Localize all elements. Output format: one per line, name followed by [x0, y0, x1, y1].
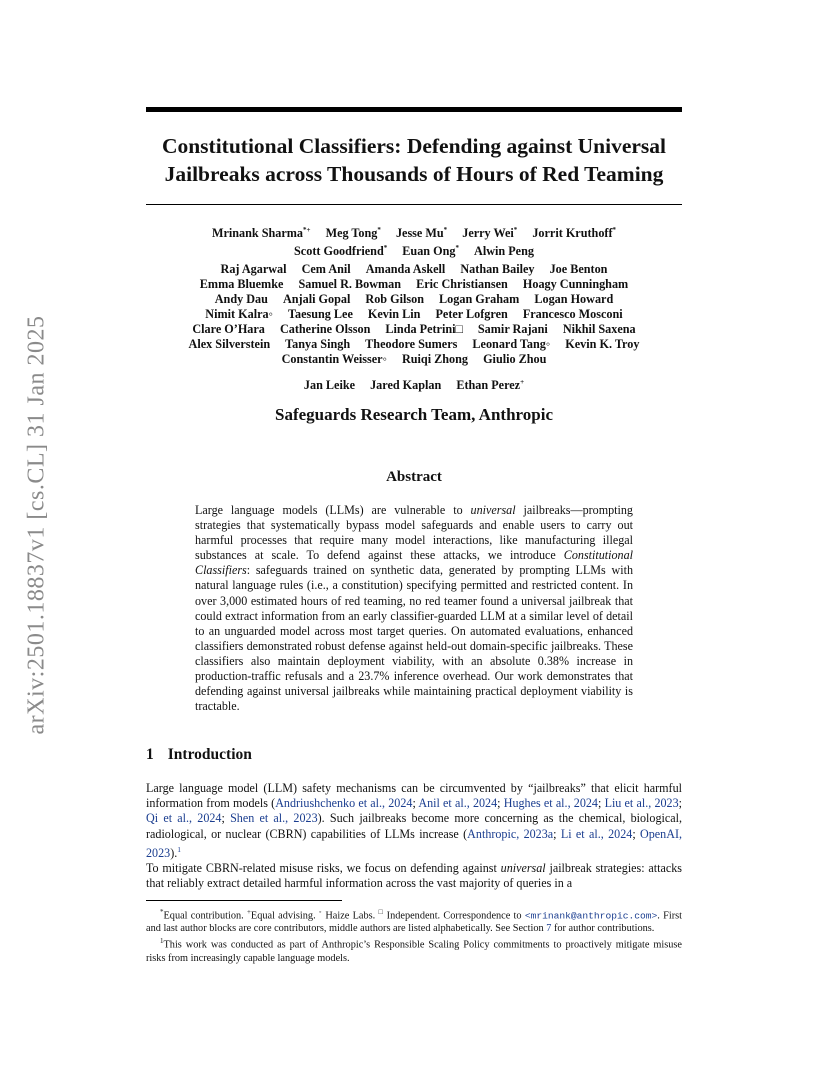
author: Joe Benton — [549, 262, 608, 276]
arxiv-stamp — [22, 290, 52, 760]
author: Constantin Weisser◦ — [281, 352, 387, 366]
section-number: 1 — [146, 746, 154, 763]
team-affiliation: Safeguards Research Team, Anthropic — [274, 405, 553, 424]
citation-link[interactable]: Anthropic, 2023a — [467, 826, 554, 841]
author: Jan Leike — [303, 378, 356, 393]
author: Theodore Sumers — [365, 337, 458, 351]
author: Emma Bluemke — [199, 277, 284, 291]
core-authors-line-2 — [146, 241, 682, 259]
author: Catherine Olsson — [279, 322, 371, 336]
title-top-rule — [146, 107, 682, 112]
author: Logan Graham — [439, 292, 520, 306]
author: Rob Gilson — [365, 292, 424, 306]
middle-authors-line — [146, 307, 682, 322]
author: Meg Tong* — [325, 226, 381, 241]
author: Eric Christiansen — [416, 277, 508, 291]
author: Nikhil Saxena — [562, 322, 636, 336]
middle-authors-line — [146, 322, 682, 337]
author: Jerry Wei* — [462, 226, 518, 241]
intro-paragraph-2: To mitigate CBRN-related misuse risks, we focus on defending against universal jailbreak strategies: attacks that reliably extract detailed harmful information across the vast majority of queries in a — [146, 861, 682, 891]
author: Francesco Mosconi — [522, 307, 623, 321]
author: Kevin K. Troy — [565, 337, 640, 351]
paper-title — [146, 132, 682, 188]
author: Raj Agarwal — [220, 262, 287, 276]
footnote-rule — [146, 900, 342, 901]
author: Kevin Lin — [367, 307, 421, 321]
section-title: Introduction — [167, 746, 252, 763]
citation-link[interactable]: OpenAI, 2023 — [146, 826, 682, 860]
citation-link[interactable]: Liu et al., 2023 — [604, 796, 679, 811]
author: Nimit Kalra◦ — [205, 307, 273, 321]
footnote-1: $^1$This work was conducted as part of Anthropic’s Responsible Scaling Policy commitments to proactively mitigate misuse risks from increasingly capable language models. — [146, 937, 682, 964]
author: Leonard Tang◦ — [472, 337, 551, 351]
last-authors — [146, 375, 682, 393]
section-reference-link[interactable]: 7 — [546, 923, 552, 935]
author: Jared Kaplan — [370, 378, 442, 393]
citation-link[interactable]: Shen et al., 2023 — [230, 811, 318, 826]
author: Nathan Bailey — [460, 262, 535, 276]
middle-authors-line — [146, 277, 682, 292]
author: Andy Dau — [214, 292, 268, 306]
author: Hoagy Cunningham — [522, 277, 629, 291]
author: Ethan Perez+ — [456, 378, 525, 393]
abstract-text: Large language models (LLMs) are vulnerable to universal jailbreaks—prompting strategies that systematically bypass model safeguards and enable users to carry out harmful processes that require many model interactions, like manufacturing illegal substances at scale. To defend against these attacks, we introduce Constitutional Classifiers: safeguards trained on synthetic data, generated by prompting LLMs with natural language rules (i.e., a constitution) specifying permitted and restricted content. In over 3,000 estimated hours of red teaming, no red teamer found a universal jailbreak that could extract information from an early classifier-guarded LLM at a similar level of detail to an unguarded model across most target queries. On automated evaluations, enhanced classifiers demonstrated robust defense against held-out domain-specific jailbreaks. These classifiers also maintain deployment viability, with an absolute 0.38% increase in production-traffic refusals and a 23.7% inference overhead. Our work demonstrates that defending against universal jailbreaks while maintaining practical deployment viability is tractable. — [195, 503, 633, 714]
citation-link[interactable]: Anil et al., 2024 — [418, 796, 498, 811]
last-authors-line — [146, 375, 682, 393]
citation-link[interactable]: Li et al., 2024 — [560, 826, 633, 841]
author: Peter Lofgren — [435, 307, 508, 321]
author: Euan Ong* — [402, 244, 459, 259]
footnotes — [146, 906, 682, 965]
middle-authors-line — [146, 352, 682, 367]
author: Samir Rajani — [477, 322, 548, 336]
author: Mrinank Sharma*+ — [211, 226, 311, 241]
author: Amanda Askell — [365, 262, 446, 276]
author: Samuel R. Bowman — [298, 277, 402, 291]
author: Jorrit Kruthoff* — [532, 226, 617, 241]
core-authors-line-1 — [146, 223, 682, 241]
title-bottom-rule — [146, 204, 682, 205]
middle-authors — [146, 262, 682, 367]
abstract-heading: Abstract — [386, 469, 442, 485]
author: Giulio Zhou — [483, 352, 547, 366]
footnote-contributions: *Equal contribution. +Equal advising. ◦ Haize Labs. □ Independent. Correspondence to <mrinank@anthropic.com>. First and last author blocks are core contributors, middle authors are listed alphabetically. See Section 7 for author contributions. — [146, 908, 682, 935]
author: Tanya Singh — [285, 337, 351, 351]
author: Alwin Peng — [474, 244, 534, 259]
author: Taesung Lee — [287, 307, 353, 321]
author: Anjali Gopal — [282, 292, 351, 306]
citation-link[interactable]: Qi et al., 2024 — [146, 811, 222, 826]
author: Alex Silverstein — [188, 337, 271, 351]
citation-link[interactable]: Andriushchenko et al., 2024 — [275, 796, 413, 811]
author: Logan Howard — [534, 292, 614, 306]
section-heading — [146, 746, 252, 764]
title-line-1: Constitutional Classifiers: Defending against Universal — [161, 134, 667, 158]
correspondence-email-link[interactable]: <mrinank@anthropic.com> — [524, 910, 658, 922]
intro-paragraph-1: Large language model (LLM) safety mechanisms can be circumvented by “jailbreaks” that elicit harmful information from models (Andriushchenko et al., 2024; Anil et al., 2024; Hughes et al., 2024; Liu et al., 2023; Qi et al., 2024; Shen et al., 2023). Such jailbreaks become more concerning as the chemical, biological, radiological, or nuclear (CBRN) capabilities of LLMs increase (Anthropic, 2023a; Li et al., 2024; OpenAI, 2023).$^1$ — [146, 781, 683, 860]
author: Clare O’Hara — [192, 322, 265, 336]
middle-authors-line — [146, 262, 682, 277]
author: Linda Petrini□ — [385, 322, 463, 336]
author: Ruiqi Zhong — [401, 352, 469, 366]
author: Jesse Mu* — [395, 226, 448, 241]
citation-link[interactable]: Hughes et al., 2024 — [503, 796, 598, 811]
middle-authors-line — [146, 292, 682, 307]
author: Scott Goodfriend* — [294, 244, 388, 259]
footnote-marker[interactable]: 1 — [177, 844, 181, 854]
arxiv-identifier: arXiv:2501.18837v1 [cs.CL] 31 Jan 2025 — [23, 315, 50, 735]
author: Cem Anil — [301, 262, 351, 276]
core-authors — [146, 223, 682, 259]
middle-authors-line — [146, 337, 682, 352]
title-line-2: Jailbreaks across Thousands of Hours of Red Teaming — [164, 162, 664, 186]
